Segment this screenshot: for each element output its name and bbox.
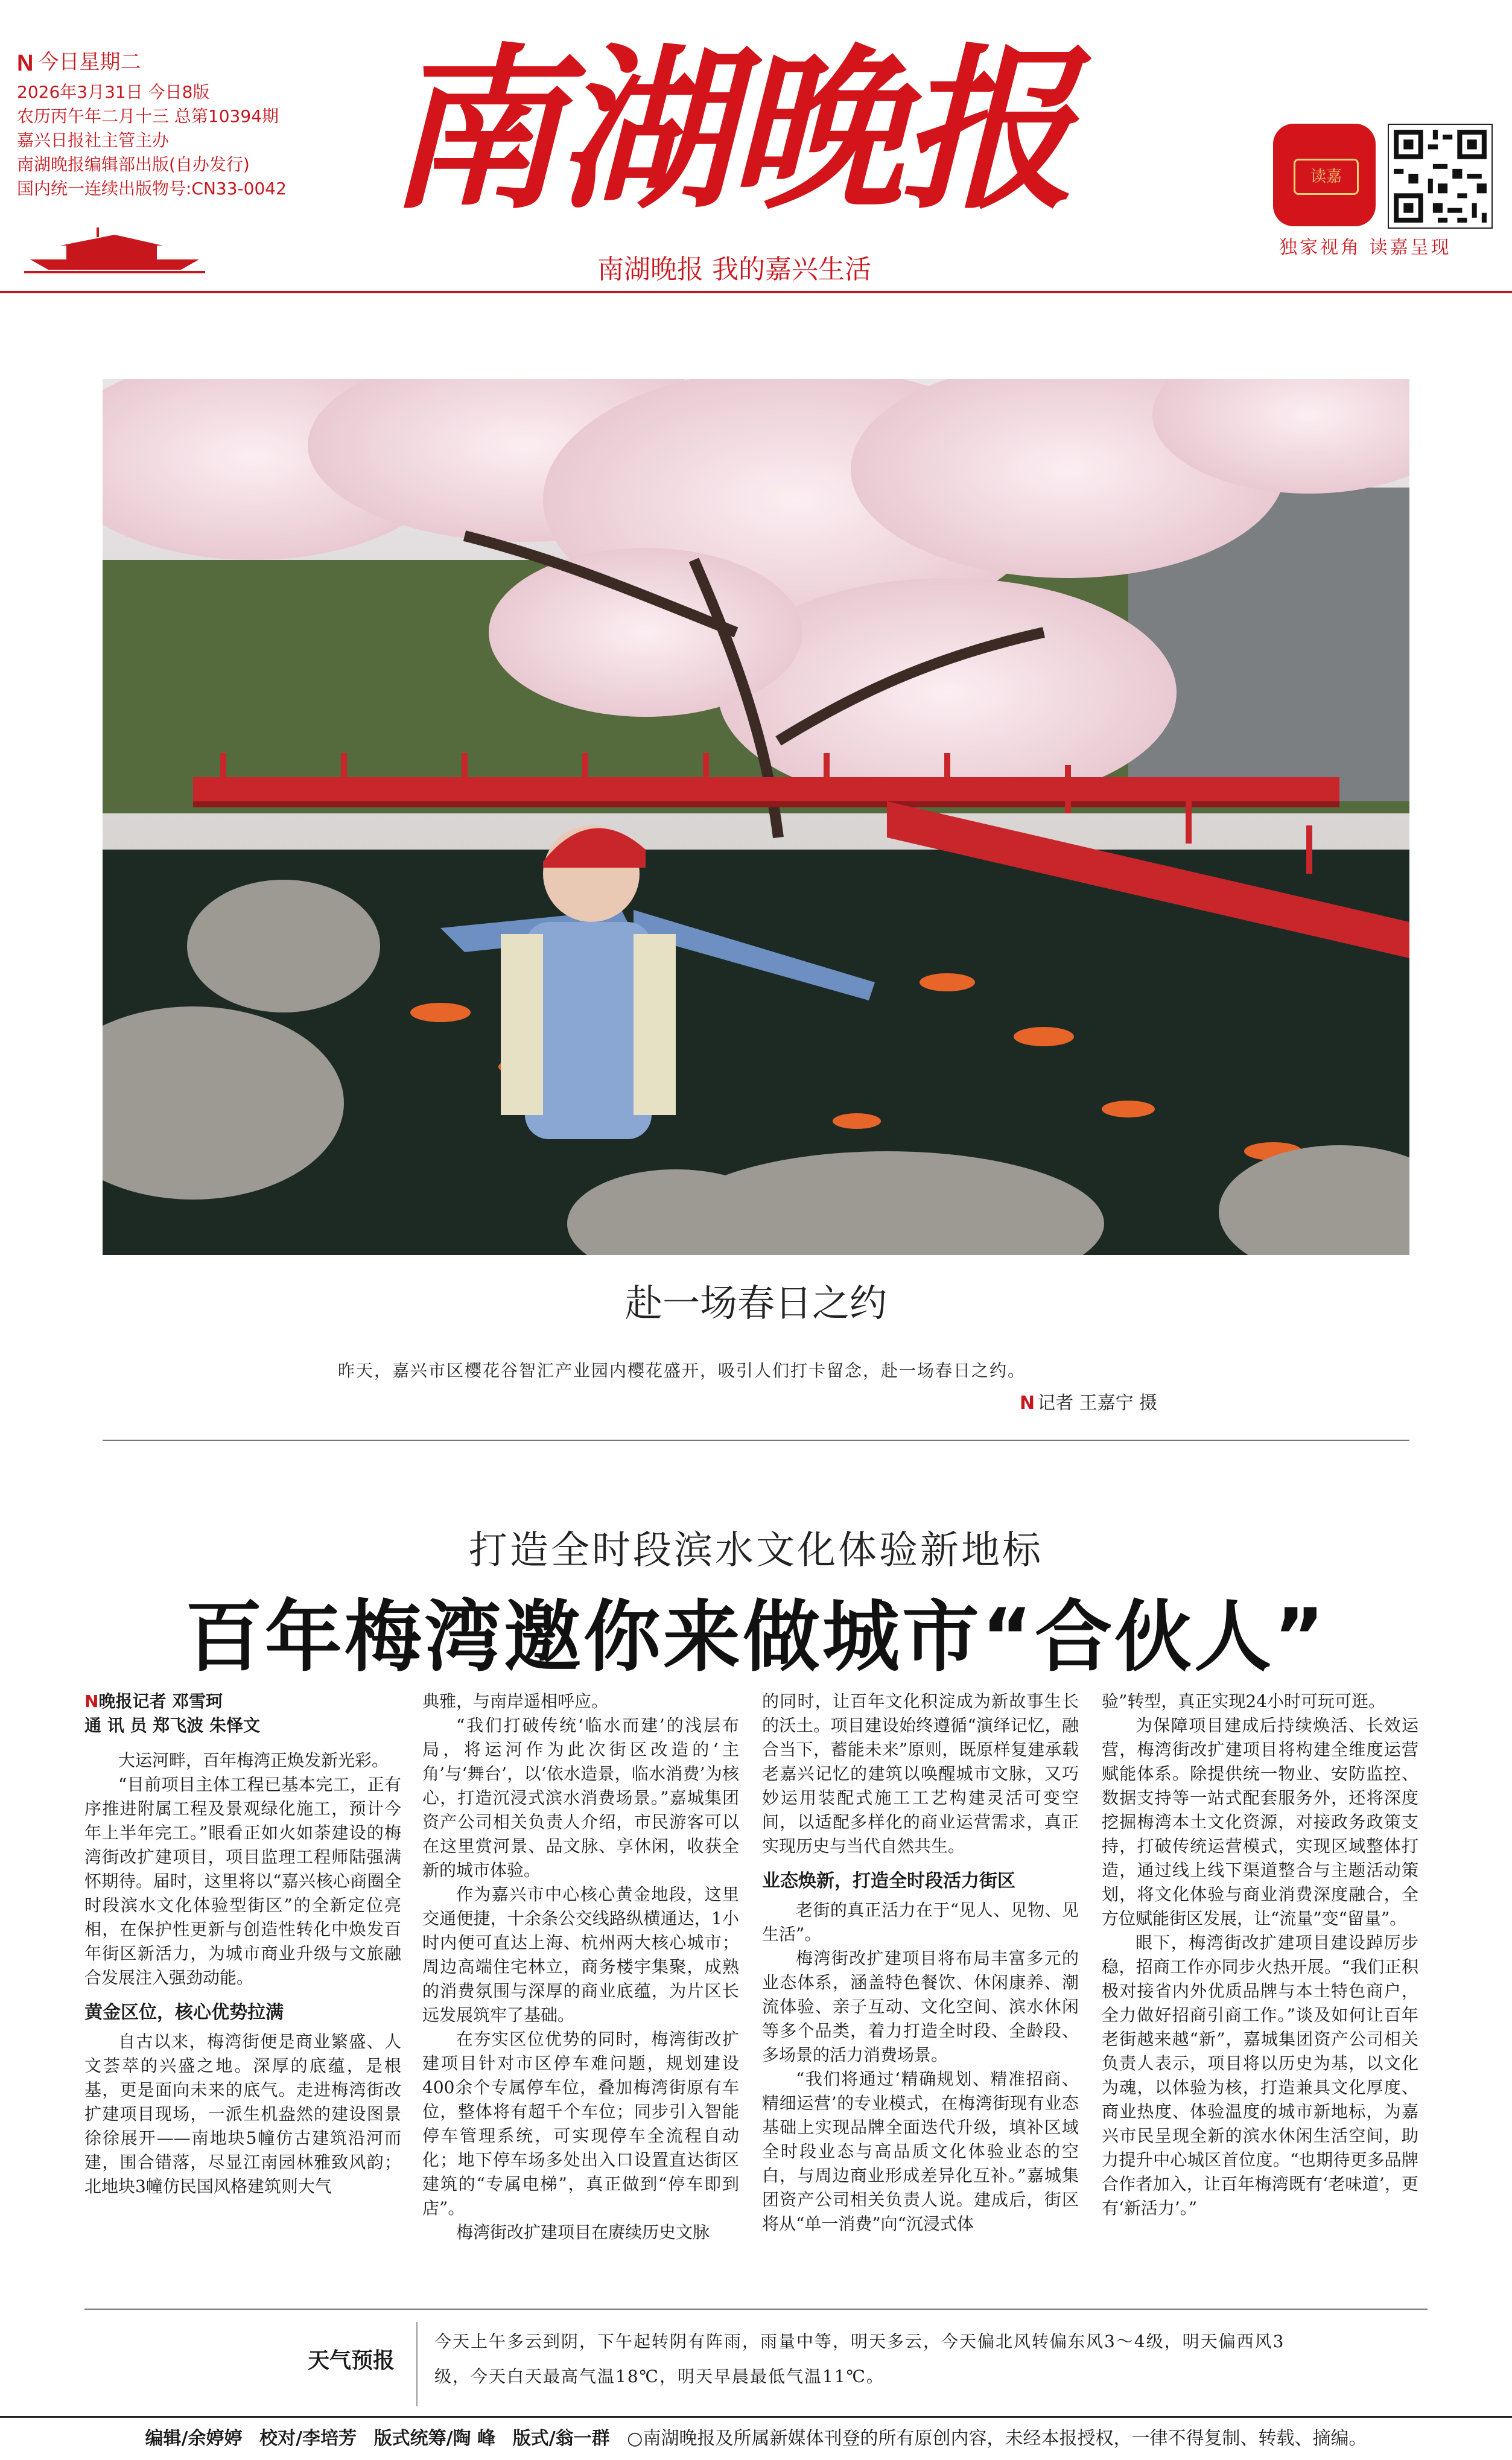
issn-line: 国内统一连续出版物号:CN33-0042 [17,179,287,199]
weather-text: 今天上午多云到阴，下午起转阴有阵雨，雨量中等，明天多云，今天偏北风转偏东风3～4级，明天偏西风3级，今天白天最高气温18℃，明天早晨最低气温11℃。 [434,2331,1285,2386]
subheading: 业态焕新，打造全时段活力街区 [762,1870,1015,1892]
article-kicker: 打造全时段滨水文化体验新地标 [469,1528,1043,1573]
right-caption: 独家视角 读嘉呈现 [1279,237,1452,258]
weather-label: 天气预报 [308,2348,395,2373]
newspaper-title: 南湖晚报 [386,28,1072,233]
byline-correspondents: 通 讯 员 郑飞波 朱怿文 [84,1715,260,1735]
footer-divider [0,2416,1512,2418]
article-column-2 [422,1689,739,2245]
masthead [0,0,1512,302]
paragraph: 的同时，让百年文化积淀成为新故事生长的沃土。项目建设始终遵循“演绎记忆，融合当下，蓄能未来”原则，既原样复建承载老嘉兴记忆的建筑以唤醒城市文脉，又巧妙运用装配式施工工艺构建灵活可变空间，以适配多样化的商业运营需求，真正实现历史与当代自然共生。 [762,1691,1079,1856]
paragraph: 梅湾街改扩建项目将布局丰富多元的业态体系，涵盖特色餐饮、休闲康养、潮流体验、亲子互动、文化空间、滨水休闲等多个品类，着力打造全时段、全龄段、多场景的活力消费场景。 [762,1948,1079,2065]
section-divider [103,1440,1409,1441]
qr-code[interactable] [1388,124,1493,229]
issue-day-text: 今日星期二 [38,50,141,74]
sponsor-line: 嘉兴日报社主管主办 [17,130,170,150]
article-column-4 [1102,1689,1418,2220]
layout-lead-credit: 版式统筹/陶 峰 [373,2428,496,2449]
slogan: 南湖晚报 我的嘉兴生活 [597,254,871,285]
paragraph: 在夯实区位优势的同时，梅湾街改扩建项目针对市区停车难问题，规划建设400余个专属停车位，叠加梅湾街原有车位，整体将有超千个车位；同步引入智能停车管理系统，可实现停车全流程自动化；地下停车场多处出入口设置直达街区建筑的“专属电梯”，真正做到“停车即到店”。 [422,2029,739,2218]
paragraph: “我们将通过‘精确规划、精准招商、精细运营’的专业模式，在梅湾街现有业态基础上实现品牌全面迭代升级，填补区域全时段业态与高品质文化体验业态的空白，与周边商业形成差异化互补。”嘉城集团资产公司相关负责人说。建成后，街区将从“单一消费”向“沉浸式体 [762,2069,1079,2234]
photo-credit-text: 记者 王嘉宁 摄 [1037,1393,1158,1414]
paragraph: 验”转型，真正实现24小时可玩可逛。 [1102,1691,1385,1711]
red-boat-icon [24,226,205,275]
paragraph: 作为嘉兴市中心核心黄金地段，这里交通便捷，十余条公交线路纵横通达，1小时内便可直达上海、杭州两大核心城市；周边高端住宅林立，商务楼宇集聚，成熟的消费氛围与深厚的商业底蕴，为片区长远发展筑牢了基础。 [422,1884,739,2025]
byline-reporter-text: 晚报记者 邓雪珂 [98,1691,223,1711]
paragraph: 典雅，与南岸遥相呼应。 [422,1691,609,1711]
paragraph: 眼下，梅湾街改扩建项目建设踔厉步稳，招商工作亦同步火热开展。“我们正积极对接省内外优质品牌与本土特色商户，全力做好招商引商工作。”谈及如何让百年老街越来越“新”，嘉城集团资产公司相关负责人表示，项目将以历史为基，以文化为魂，以体验为核，打造兼具文化厚度、商业热度、体验温度的城市新地标，为嘉兴市民呈现全新的滨水休闲生活空间，助力提升中心城区首位度。“也期待更多品牌合作者加入，让百年梅湾既有‘老味道’，更有‘新活力’。” [1102,1933,1418,2218]
paragraph: “我们打破传统‘临水而建’的浅层布局，将运河作为此次街区改造的‘主角’与‘舞台’，以‘依水造景，临水消费’为核心，打造沉浸式滨水消费场景。”嘉城集团资产公司相关负责人介绍，市民游客可以在这里赏河景、品文脉、享休闲，收获全新的城市体验。 [422,1715,739,1880]
paragraph: 老街的真正活力在于“见人、见物、见生活”。 [762,1900,1079,1944]
issue-date: 2026年3月31日 今日8版 [17,82,210,102]
layout-credit: 版式/翁一群 [512,2428,610,2449]
publisher-line: 南湖晚报编辑部出版(自办发行) [17,154,250,174]
proof-credit: 校对/李培芳 [259,2428,357,2449]
article-column-1 [84,1689,401,2199]
lunar-date: 农历丙午年二月十三 总第10394期 [17,106,279,126]
photo-caption: 昨天，嘉兴市区樱花谷智汇产业园内樱花盛开，吸引人们打卡留念，赴一场春日之约。 [338,1361,1026,1381]
paragraph: 自古以来，梅湾街便是商业繁盛、人文荟萃的兴盛之地。深厚的底蕴，是根基，更是面向未来的底气。走进梅湾街改扩建项目现场，一派生机盎然的建设图景徐徐展开——南地块5幢仿古建筑沿河而建，围合错落，尽显江南园林雅致风韵；北地块3幢仿民国风格建筑则大气 [84,2032,401,2196]
article-column-3 [762,1689,1079,2236]
masthead-divider [0,291,1512,293]
copyright-notice: ○南湖晚报及所属新媒体刊登的所有原创内容，未经本报授权，一律不得复制、转载、摘编。 [627,2428,1367,2449]
paragraph: 为保障项目建成后持续焕活、长效运营，梅湾街改扩建项目将构建全维度运营赋能体系。除提供统一物业、安防监控、数据支持等一站式配套服务外，还将深度挖掘梅湾本土文化资源，对接政务政策支持，打破传统运营模式，实现区域整体打造，通过线上线下渠道整合与主题活动策划，将文化体验与商业消费深度融合，全方位赋能街区发展，让“流量”变“留量”。 [1102,1715,1418,1928]
issue-day [17,52,141,74]
article-headline: 百年梅湾邀你来做城市“合伙人” [185,1592,1327,1682]
cherry-blossom-photo [103,379,1409,1255]
n-logo-icon: N [1020,1393,1035,1414]
subheading: 黄金区位，核心优势拉满 [84,2002,284,2023]
n-logo-icon: N [17,51,34,76]
app-icon[interactable] [1273,124,1376,226]
byline-reporter [84,1689,401,1714]
n-logo-icon: N [84,1691,99,1711]
photo-credit [1020,1388,1157,1414]
app-label: 读嘉 [1294,159,1359,195]
editor-credit: 编辑/余婷婷 [145,2428,243,2449]
weather-divider [84,2309,1428,2310]
photo-title: 赴一场春日之约 [624,1281,887,1325]
paragraph: 大运河畔，百年梅湾正焕发新光彩。 [118,1750,389,1770]
paragraph: 梅湾街改扩建项目在赓续历史文脉 [456,2222,710,2242]
paragraph: “目前项目主体工程已基本完工，正有序推进附属工程及景观绿化施工，预计今年上半年完工。”眼看正如火如荼建设的梅湾街改扩建项目，项目监理工程师陆强满怀期待。届时，这里将以“嘉兴核心商圈全时段滨水文化体验型街区”的全新定位亮相，在保护性更新与创造性转化中焕发百年街区新活力，为城市商业升级与文旅融合发展注入强劲动能。 [84,1775,401,1988]
footer-credits [0,2423,1512,2450]
